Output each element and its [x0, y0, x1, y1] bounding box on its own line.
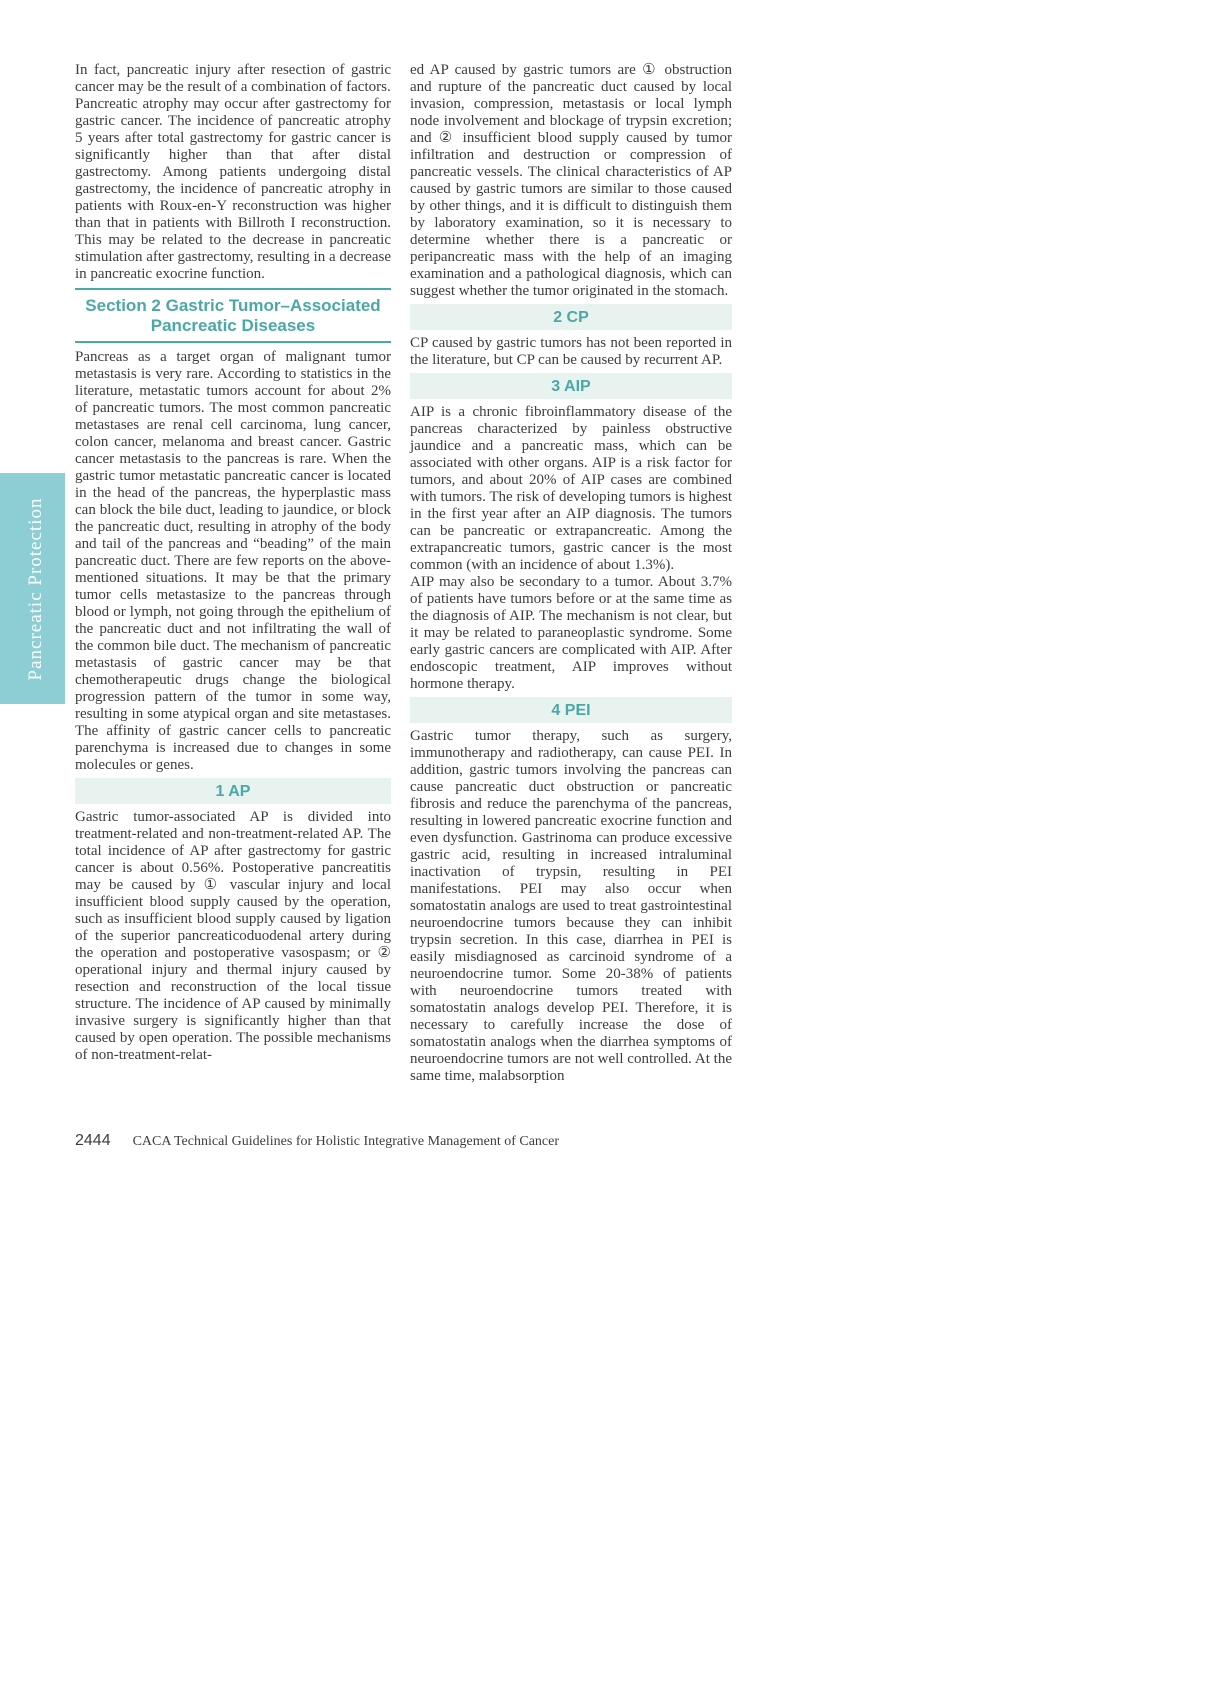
right-column [410, 62, 732, 1085]
body-paragraph: Pancreatic atrophy may occur after gastrectomy for gastric cancer. The incidence of pancreatic atrophy 5 years after total gastrectomy for gastric cancer is significantly higher than that after distal gastrectomy. Among patients undergoing distal gastrectomy, the incidence of pancreatic atrophy in patients with Roux-en-Y reconstruction was higher than that in patients with Billroth I reconstruction. This may be related to the decrease in pancreatic stimulation after gastrectomy, resulting in a decrease in pancreatic exocrine function. [75, 96, 391, 282]
body-paragraph: ed AP caused by gastric tumors are ① obstruction and rupture of the pancreatic duct caused by local invasion, compression, metastasis or local lymph node involvement and blockage of trypsin excretion; and ② insufficient blood supply caused by tumor infiltration and destruction or compression of pancreatic vessels. The clinical characteristics of AP caused by gastric tumors are similar to those caused by other things, and it is difficult to distinguish them by laboratory examination, so it is necessary to determine whether there is a pancreatic or peripancreatic mass with the help of an imaging examination and a pathological diagnosis, which can suggest whether the tumor originated in the stomach. [410, 62, 732, 299]
body-paragraph: In fact, pancreatic injury after resection of gastric cancer may be the result of a combination of factors. [75, 62, 391, 95]
subsection-header-4-pei: 4 PEI [410, 697, 732, 723]
body-paragraph: CP caused by gastric tumors has not been reported in the literature, but CP can be caused by recurrent AP. [410, 335, 732, 368]
body-paragraph: AIP may also be secondary to a tumor. About 3.7% of patients have tumors before or at the same time as the diagnosis of AIP. The mechanism is not clear, but it may be related to paraneoplastic syndrome. Some early gastric cancers are complicated with AIP. After endoscopic treatment, AIP improves without hormone therapy. [410, 574, 732, 692]
subsection-header-3-aip: 3 AIP [410, 373, 732, 399]
body-paragraph: Gastric tumor-associated AP is divided into treatment-related and non-treatment-related AP. The total incidence of AP after gastrectomy for gastric cancer is about 0.56%. Postoperative pancreatitis may be caused by ① vascular injury and local insufficient blood supply caused by the operation, such as insufficient blood supply caused by ligation of the superior pancreaticoduodenal artery during the operation and postoperative vasospasm; or ② operational injury and thermal injury caused by resection and reconstruction of the local tissue structure. The incidence of AP caused by minimally invasive surgery is significantly higher than that caused by open operation. The possible mechanisms of non-treatment-relat- [75, 809, 391, 1063]
left-column [75, 62, 391, 1064]
subsection-header-1-ap: 1 AP [75, 778, 391, 804]
page-number: 2444 [75, 1132, 111, 1149]
section-2-header: Section 2 Gastric Tumor–Associated Pancreatic Diseases [75, 288, 391, 343]
body-paragraph: AIP is a chronic fibroinflammatory disease of the pancreas characterized by painless obstructive jaundice and a pancreatic mass, which can be associated with other organs. AIP is a risk factor for tumors, and about 20% of AIP cases are combined with tumors. The risk of developing tumors is highest in the first year after an AIP diagnosis. The tumors can be pancreatic or extrapancreatic. Among the extrapancreatic tumors, gastric cancer is the most common (with an incidence of about 1.3%). [410, 404, 732, 573]
body-paragraph: Gastric tumor therapy, such as surgery, immunotherapy and radiotherapy, can cause PEI. In addition, gastric tumors involving the pancreas can cause pancreatic duct obstruction or pancreatic fibrosis and reduce the parenchyma of the pancreas, resulting in lowered pancreatic exocrine function and even dysfunction. Gastrinoma can produce excessive gastric acid, resulting in increased intraluminal inactivation of trypsin, resulting in PEI manifestations. PEI may also occur when somatostatin analogs are used to treat gastrointestinal neuroendocrine tumors because they can inhibit trypsin secretion. In this case, diarrhea in PEI is easily misdiagnosed as carcinoid syndrome of a neuroendocrine tumor. Some 20-38% of patients with neuroendocrine tumors treated with somatostatin analogs develop PEI. Therefore, it is necessary to carefully increase the dose of somatostatin analogs when the diarrhea symptoms of neuroendocrine tumors are not well controlled. At the same time, malabsorption [410, 728, 732, 1084]
footer-title: CACA Technical Guidelines for Holistic Integrative Management of Cancer [132, 1134, 560, 1149]
chapter-side-tab-label: Pancreatic Protection [24, 497, 46, 680]
subsection-header-2-cp: 2 CP [410, 304, 732, 330]
body-paragraph: Pancreas as a target organ of malignant tumor metastasis is very rare. According to statistics in the literature, metastatic tumors account for about 2% of pancreatic tumors. The most common pancreatic metastases are renal cell carcinoma, lung cancer, colon cancer, melanoma and breast cancer. Gastric cancer metastasis to the pancreas is rare. When the gastric tumor metastatic pancreatic cancer is located in the head of the pancreas, the hyperplastic mass can block the bile duct, leading to jaundice, or block the pancreatic duct, resulting in atrophy of the body and tail of the pancreas and “beading” of the main pancreatic duct. There are few reports on the above-mentioned situations. It may be that the primary tumor cells metastasize to the pancreas through blood or lymph, not going through the epithelium of the pancreatic duct and not infiltrating the wall of the common bile duct. The mechanism of pancreatic metastasis of gastric cancer may be that chemotherapeutic drugs change the biological progression pattern of the tumor in some way, resulting in some atypical organ and site metastases. The affinity of gastric cancer cells to pancreatic parenchyma is increased due to changes in some molecules or genes. [75, 349, 391, 773]
chapter-side-tab [0, 473, 65, 704]
page-footer [75, 1132, 559, 1150]
